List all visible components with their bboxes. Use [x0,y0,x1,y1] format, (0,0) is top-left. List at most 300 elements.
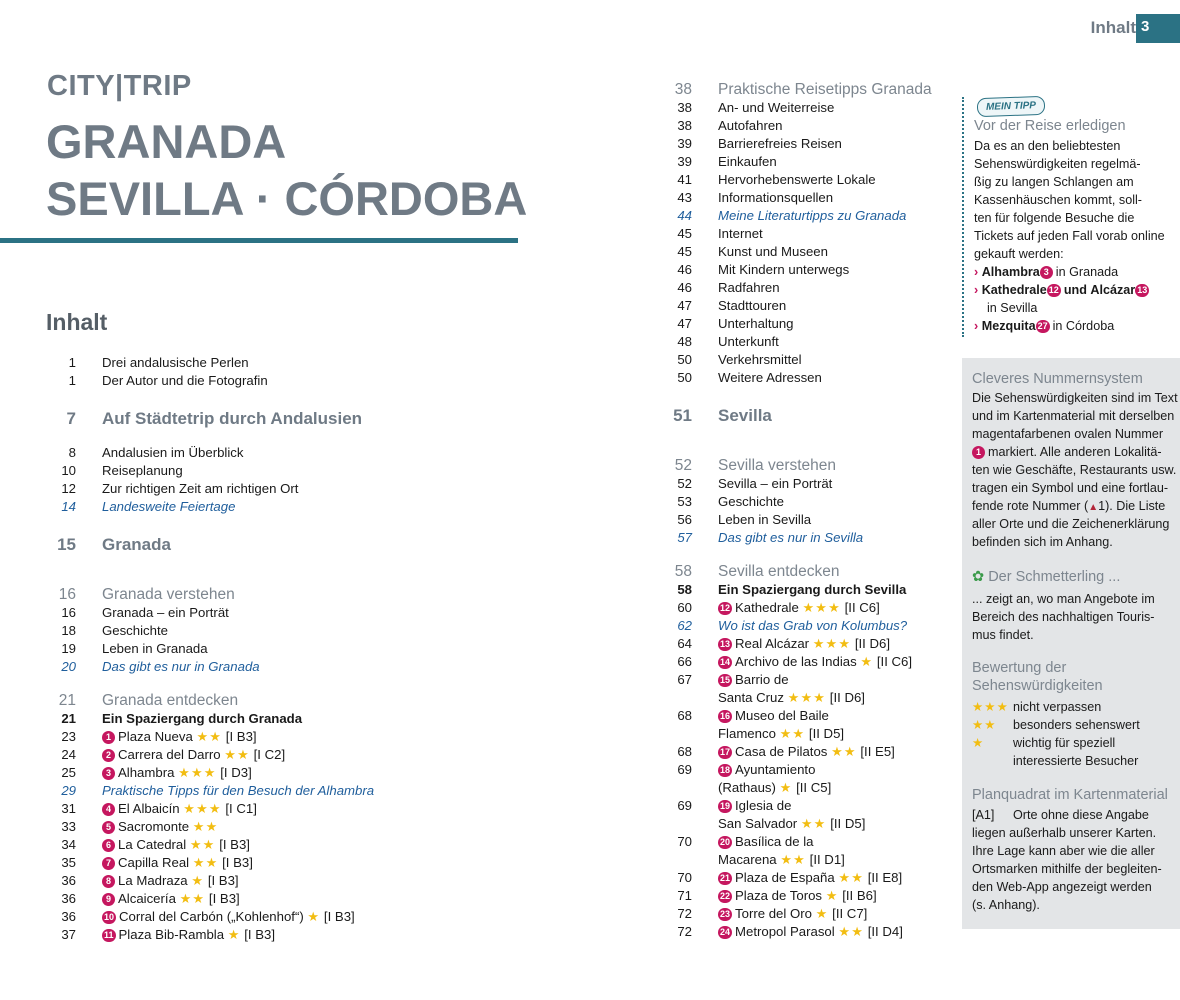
mid-toc-entry-title: Museo del Baile [735,708,829,723]
info-text: 1). Die Liste [1098,499,1166,513]
map-grid-ref: [II D5] [808,726,845,741]
mid-toc-entry [718,761,815,779]
rating-title-line-1: Bewertung der [972,660,1067,676]
mid-toc-entry [718,725,844,743]
mid-toc-entry [718,81,932,99]
mid-toc-page-number: 71 [677,888,692,903]
left-toc-entry-title: Geschichte [102,623,168,638]
sight-number-badge: 11 [104,930,114,940]
sight-number-badge: 1 [972,446,985,459]
rating-label: nicht verpassen [1013,700,1102,714]
left-toc-page-number: 18 [61,623,76,638]
map-grid-ref: [II C6] [876,654,913,669]
map-grid-ref-example: [A1] [972,808,995,822]
left-toc-page-number: 8 [68,445,76,460]
map-grid-ref: [II D5] [830,816,866,831]
left-toc-page-number: 19 [61,641,76,656]
map-grid-ref: [II C5] [796,780,832,795]
tip-list-item [974,317,1114,335]
chevron-right-icon: › [974,265,979,279]
rating-stars: ★★★ [812,636,852,651]
left-toc-entry-title: Granada – ein Porträt [102,605,229,620]
toc-heading: Inhalt [46,309,108,335]
map-grid-ref: [II C6] [844,600,880,615]
left-toc-entry [102,480,298,498]
mid-toc-entry-title: Plaza de Toros [735,888,823,903]
tip-line: gekauft werden: [974,247,1064,261]
mid-toc-entry-title: Weitere Adressen [718,370,822,385]
mid-toc-entry-title: An- und Weiterreise [718,100,835,115]
left-toc-entry-title: Alcaicería [118,891,176,906]
left-toc-entry-title: Plaza Nueva [118,729,193,744]
mid-toc-entry [718,351,802,369]
mid-toc-entry [718,887,877,905]
mid-toc-entry [718,905,867,923]
mid-toc-entry [718,457,836,475]
tip-line: Da es an den beliebtesten [974,139,1121,153]
left-toc-page-number: 16 [58,586,76,603]
mid-toc-entry [718,815,865,833]
left-toc-entry [102,604,229,622]
left-toc-entry-title: Andalusien im Überblick [102,445,244,460]
left-toc-entry [102,536,171,554]
sight-number-badge: 16 [720,711,731,721]
mid-toc-entry [718,869,902,887]
mid-toc-page-number: 47 [677,316,692,331]
rating-stars: ★★ [192,855,219,870]
mid-toc-page-number: 38 [677,118,692,133]
tip-item-text: in Sevilla [987,301,1038,315]
title-line-2: SEVILLA · CÓRDOBA [46,172,528,225]
sight-number-badge: 21 [720,873,731,883]
sight-number-badge: 13 [1137,285,1148,295]
left-toc-entry-title: Plaza Bib-Rambla [118,927,225,942]
shop-marker-icon: ▲ [1088,502,1099,513]
mid-toc-entry [718,135,842,153]
left-toc-entry [102,782,374,800]
mid-toc-entry-title: Hervorhebenswerte Lokale [718,172,876,187]
mid-toc-entry [718,493,784,511]
mid-toc-page-number: 48 [677,334,692,349]
mid-toc-entry-title: Iglesia de [735,798,792,813]
mid-toc-entry [718,171,876,189]
mid-toc-page-number: 70 [677,870,692,885]
left-toc-entry [102,586,235,604]
mein-tipp-badge: MEIN TIPP [977,96,1046,117]
left-toc-entry-title: Alhambra [118,765,175,780]
info-line: Ortsmarken mithilfe der begleiten- [972,862,1162,876]
tip-list-item [974,263,1118,281]
mid-toc-page-number: 44 [677,208,692,223]
rating-stars: ★★★ [972,700,1009,714]
mid-toc-entry-title: Kathedrale [735,600,799,615]
rating-stars: ★★ [179,891,206,906]
mid-toc-entry-title: Internet [718,226,763,241]
left-toc-page-number: 12 [61,481,76,496]
mid-toc-entry [718,851,845,869]
rating-stars: ★★ [838,924,865,939]
rating-stars: ★ [860,654,874,669]
map-grid-ref: [I C2] [253,747,286,762]
page-number: 3 [1141,18,1150,35]
rating-label: besonders sehenswert [1013,718,1140,732]
map-grid-ref: [I B3] [222,855,253,870]
left-toc-entry-title: Carrera del Darro [118,747,221,762]
mid-toc-entry [718,189,833,207]
mid-toc-entry [718,743,895,761]
mid-toc-entry [718,923,903,941]
mid-toc-entry-title: Verkehrsmittel [718,352,802,367]
left-toc-entry [102,710,302,728]
mid-toc-page-number: 38 [677,100,692,115]
mid-toc-page-number: 52 [674,457,692,474]
left-toc-entry [102,444,243,462]
info-line: mus findet. [972,628,1034,642]
mid-toc-page-number: 60 [677,600,692,615]
sight-number-badge: 22 [720,891,731,901]
rating-stars: ★★ [800,816,827,831]
mid-toc-entry [718,599,880,617]
mid-toc-entry [718,407,772,425]
mid-toc-entry-title: Praktische Reisetipps Granada [718,81,932,98]
mid-toc-entry [718,297,786,315]
rating-stars: ★★ [838,870,865,885]
tip-line: ten für folgende Besuche die [974,211,1135,225]
left-toc-page-number: 20 [61,659,76,674]
page-number-tab [1136,14,1180,43]
left-toc-entry-title: Granada entdecken [102,692,239,709]
mid-toc-entry-title: Plaza de España [735,870,835,885]
left-toc-entry [102,462,183,480]
left-toc-entry [102,818,218,836]
mid-toc-entry [718,225,763,243]
mid-toc-entry-title: Barrierefreies Reisen [718,136,842,151]
info-line: Die Sehenswürdigkeiten sind im Text [972,391,1178,405]
left-toc-entry [102,354,249,372]
left-toc-entry-title: La Catedral [118,837,187,852]
sight-number-badge: 27 [1037,321,1048,331]
left-toc-entry-title: Leben in Granada [102,641,208,656]
mid-toc-page-number: 58 [677,582,692,597]
mid-toc-page-number: 43 [677,190,692,205]
info-line: liegen außerhalb unserer Karten. [972,826,1157,840]
mid-toc-entry [718,779,831,797]
tip-line: Sehenswürdigkeiten regelmä- [974,157,1141,171]
mid-toc-page-number: 66 [677,654,692,669]
rating-stars: ★★★ [178,765,217,780]
mid-toc-page-number: 51 [673,406,692,425]
info-line: befinden sich im Anhang. [972,535,1113,549]
info-line: Ihre Lage kann aber wie die aller [972,844,1155,858]
tip-item-name: Alcázar [1090,283,1136,297]
sight-number-badge: 24 [720,927,731,937]
info-text: markiert. Alle anderen Lokalitä- [988,445,1162,459]
info-line: magentafarbenen ovalen Nummer [972,427,1164,441]
rating-stars: ★★ [224,747,250,762]
mid-toc-entry [718,511,811,529]
info-line: (s. Anhang). [972,898,1040,912]
mid-toc-entry-title: Flamenco [718,726,776,741]
chevron-right-icon: › [974,319,979,333]
left-toc-entry [102,410,362,428]
left-toc-page-number: 10 [61,463,76,478]
sight-number-badge: 23 [720,909,731,919]
left-toc-entry-title: Granada [102,535,171,554]
map-grid-ref: [I C1] [225,801,257,816]
info-line: und im Kartenmaterial mit derselben [972,409,1175,423]
tip-item-name: Alhambra [981,265,1040,279]
sight-number-badge: 17 [720,747,731,757]
title-line-1: GRANADA [46,115,287,168]
tip-line: ßig zu langen Schlangen am [974,175,1134,189]
chevron-right-icon: › [974,283,979,297]
mid-toc-entry [718,797,791,815]
mid-toc-entry [718,315,794,333]
left-toc-page-number: 36 [61,909,76,924]
rating-title-line-2: Sehenswürdigkeiten [972,678,1103,694]
butterfly-title-text: Der Schmetterling ... [988,569,1121,585]
left-toc-entry [102,746,285,764]
mid-toc-page-number: 47 [677,298,692,313]
left-toc-page-number: 33 [61,819,76,834]
mid-toc-entry-title: Mit Kindern unterwegs [718,262,850,277]
left-toc-entry [102,872,239,890]
rating-stars: ★★ [192,819,219,834]
mid-toc-entry [718,563,840,581]
tip-item-name: Mezquita [981,319,1036,333]
left-toc-entry [102,658,260,676]
mid-toc-entry [718,243,828,261]
info-line: Orte ohne diese Angabe [1013,808,1149,822]
left-toc-entry-title: El Albaicín [118,801,180,816]
rating-label: interessierte Besucher [1013,754,1139,768]
mid-toc-entry [718,671,789,689]
sight-number-badge: 1 [102,731,115,744]
mid-toc-page-number: 38 [674,81,692,98]
left-toc-entry [102,622,168,640]
mid-toc-entry [718,529,863,547]
left-toc-entry-title: Reiseplanung [102,463,183,478]
info-line: den Web-App angezeigt werden [972,880,1152,894]
sight-number-badge: 18 [720,765,731,775]
numbering-system-title: Cleveres Nummernsystem [972,371,1143,387]
mid-toc-entry-title: Santa Cruz [718,690,784,705]
mid-toc-page-number: 69 [677,798,692,813]
left-toc-entry-title: Drei andalusische Perlen [102,355,249,370]
sight-number-badge: 13 [720,639,731,649]
mid-toc-page-number: 57 [677,530,692,545]
running-header: Inhalt [1090,18,1136,37]
tip-item-name: Kathedrale [981,283,1047,297]
left-toc-entry-title: Capilla Real [118,855,190,870]
mid-toc-entry-title: Das gibt es nur in Sevilla [718,530,864,545]
left-toc-entry [102,728,257,746]
mid-toc-entry [718,689,865,707]
map-grid-ref: [I B3] [323,909,355,924]
left-toc-entry-title: Auf Städtetrip durch Andalusien [102,409,363,428]
mid-toc-entry-title: Stadttouren [718,298,787,313]
mid-toc-entry [718,617,907,635]
mid-toc-page-number: 68 [677,744,692,759]
mid-toc-page-number: 50 [677,370,692,385]
left-toc-page-number: 29 [61,783,76,798]
mid-toc-entry [718,333,779,351]
sight-number-badge: 10 [104,912,115,922]
mid-toc-entry [718,475,832,493]
sight-number-badge: 6 [102,839,115,852]
mid-toc-page-number: 62 [677,618,692,633]
left-toc-entry [102,890,240,908]
mid-toc-entry [718,707,829,725]
left-toc-page-number: 36 [61,891,76,906]
left-toc-page-number: 1 [68,355,76,370]
rating-stars: ★ [307,909,321,924]
mid-toc-page-number: 45 [677,244,692,259]
map-grid-ref: [I B3] [225,729,257,744]
mid-toc-entry-title: Sevilla – ein Porträt [718,476,833,491]
mid-toc-entry-title: Informationsquellen [718,190,834,205]
mid-toc-entry-title: Kunst und Museen [718,244,828,259]
sight-number-badge: 4 [102,803,115,816]
rating-stars: ★ [779,780,793,795]
rating-stars: ★★★ [802,600,841,615]
sight-number-badge: 5 [102,821,115,834]
sight-number-badge: 3 [1040,266,1053,279]
mid-toc-page-number: 50 [677,352,692,367]
mid-toc-entry-title: Basílica de la [735,834,814,849]
map-grid-ref: [II B6] [842,888,877,903]
mid-toc-entry [718,153,777,171]
sight-number-badge: 12 [1048,285,1059,295]
mid-toc-entry-title: Unterhaltung [718,316,794,331]
left-toc-page-number: 1 [68,373,76,388]
mid-toc-entry-title: Meine Literaturtipps zu Granada [718,208,907,223]
mid-toc-entry-title: Wo ist das Grab von Kolumbus? [718,618,908,633]
left-toc-page-number: 21 [58,692,76,709]
left-toc-page-number: 7 [66,409,76,428]
map-grid-ref: [I B3] [208,891,240,906]
left-toc-page-number: 37 [61,927,76,942]
left-toc-page-number: 25 [61,765,76,780]
sight-number-badge: 9 [102,893,115,906]
tip-item-connector: und [1063,283,1087,297]
left-toc-page-number: 35 [61,855,76,870]
sight-number-badge: 2 [102,749,115,762]
rating-stars: ★★ [972,718,997,732]
rating-stars: ★ [972,736,985,750]
mid-toc-page-number: 72 [677,906,692,921]
mid-toc-entry-title: Sevilla [718,406,772,425]
mid-toc-page-number: 68 [677,708,692,723]
mid-toc-page-number: 45 [677,226,692,241]
left-toc-entry-title: Corral del Carbón („Kohlenhof“) [119,909,304,924]
mid-toc-entry-title: Barrio de [735,672,789,687]
map-grid-ref: [I B3] [244,927,276,942]
info-line: ten wie Geschäfte, Restaurants usw. [972,463,1177,477]
mid-toc-entry-title: Macarena [718,852,777,867]
tip-list-item [974,281,1152,299]
mid-toc-page-number: 39 [677,154,692,169]
mid-toc-page-number: 70 [677,834,692,849]
left-toc-page-number: 16 [61,605,76,620]
left-toc-entry [102,836,250,854]
mid-toc-page-number: 53 [677,494,692,509]
mid-toc-page-number: 69 [677,762,692,777]
mid-toc-page-number: 56 [677,512,692,527]
mid-toc-entry-title: San Salvador [718,816,798,831]
mid-toc-entry [718,635,890,653]
mid-toc-entry-title: Ein Spaziergang durch Sevilla [718,582,907,597]
left-toc-entry [102,854,253,872]
left-toc-entry [102,908,355,926]
title-rule [0,238,518,243]
sight-number-badge: 15 [720,675,731,685]
info-text: fende rote Nummer ( [972,499,1089,513]
mid-toc-page-number: 67 [677,672,692,687]
tip-line: Kassenhäuschen kommt, soll- [974,193,1142,207]
mid-toc-entry-title: Metropol Parasol [735,924,835,939]
mid-toc-entry [718,653,912,671]
left-toc-page-number: 14 [61,499,76,514]
left-toc-entry [102,640,208,658]
left-toc-page-number: 31 [61,801,76,816]
left-toc-page-number: 21 [61,711,76,726]
sight-number-badge: 7 [102,857,115,870]
left-toc-page-number: 36 [61,873,76,888]
mid-toc-entry-title: Archivo de las Indias [735,654,857,669]
rating-stars: ★★ [831,744,857,759]
mid-toc-entry-title: Unterkunft [718,334,779,349]
rating-stars: ★★ [196,729,223,744]
info-line: tragen ein Symbol und eine fortlau- [972,481,1169,495]
rating-stars: ★★★ [787,690,827,705]
mid-toc-entry-title: Radfahren [718,280,780,295]
sight-number-badge: 19 [720,801,731,811]
mid-toc-entry [718,369,822,387]
mid-toc-entry [718,581,906,599]
mid-toc-entry-title: Leben in Sevilla [718,512,812,527]
mid-toc-entry-title: Real Alcázar [735,636,810,651]
left-toc-entry [102,764,252,782]
left-toc-entry-title: Landesweite Feiertage [102,499,236,514]
tip-item-text: in Granada [1055,265,1119,279]
left-toc-entry [102,800,257,818]
map-grid-ref: [II D6] [854,636,891,651]
mid-toc-entry-title: Sevilla verstehen [718,457,837,474]
sight-number-badge: 12 [720,603,731,613]
mid-toc-entry-title: Torre del Oro [735,906,812,921]
mid-toc-entry-title: Autofahren [718,118,783,133]
map-grid-ref: [I D3] [220,765,252,780]
rating-stars: ★ [191,873,205,888]
left-toc-page-number: 23 [61,729,76,744]
map-grid-ref: [I B3] [207,873,239,888]
info-line: Bereich des nachhaltigen Touris- [972,610,1155,624]
info-line [972,443,1162,461]
sight-number-badge: 3 [102,767,115,780]
map-grid-ref: [II D1] [809,852,845,867]
left-toc-entry-title: Praktische Tipps für den Besuch der Alhambra [102,783,375,798]
left-toc-entry-title: Zur richtigen Zeit am richtigen Ort [102,481,299,496]
left-toc-entry-title: Granada verstehen [102,586,235,603]
tip-line: Tickets auf jeden Fall vorab online [974,229,1165,243]
mid-toc-entry [718,99,834,117]
sight-number-badge: 8 [102,875,115,888]
info-line [972,497,1165,517]
mid-toc-entry-title: Sevilla entdecken [718,563,840,580]
mid-toc-page-number: 64 [677,636,692,651]
map-grid-ref: [I B3] [219,837,250,852]
